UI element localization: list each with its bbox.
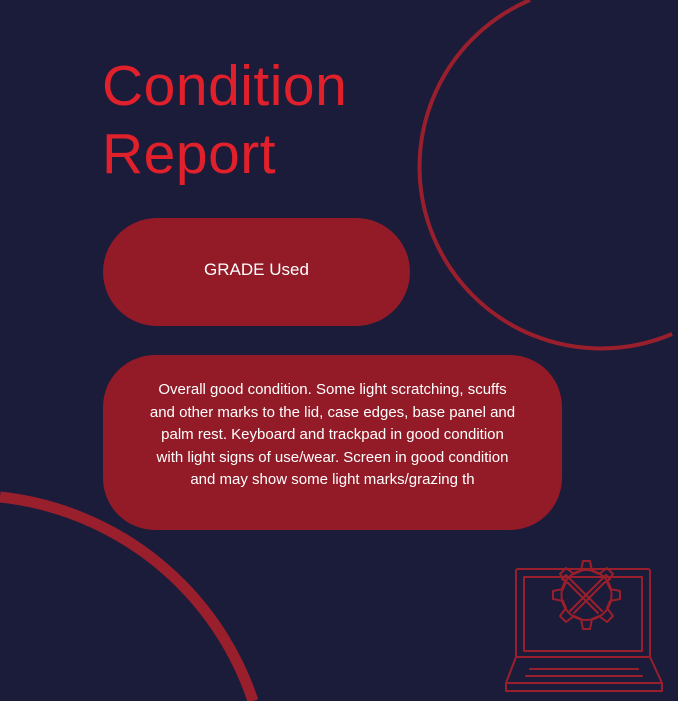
title-line-2: Report <box>102 122 277 186</box>
top-right-arc <box>420 0 672 348</box>
condition-description-box <box>103 355 562 530</box>
laptop-repair-icon <box>500 545 670 701</box>
page-title <box>102 52 347 188</box>
laptop-tools-icon <box>500 545 670 701</box>
grade-value: Used <box>269 260 309 279</box>
grade-badge <box>103 218 410 326</box>
condition-description: Overall good condition. Some light scratching, scuffs and other marks to the lid, case edges, base panel and palm rest. Keyboard and trackpad in good condition with light signs of use/wear. Screen in good condition and may show some light marks/grazing th <box>149 381 516 488</box>
title-line-1: Condition <box>102 54 348 118</box>
grade-label: GRADE <box>204 260 265 279</box>
